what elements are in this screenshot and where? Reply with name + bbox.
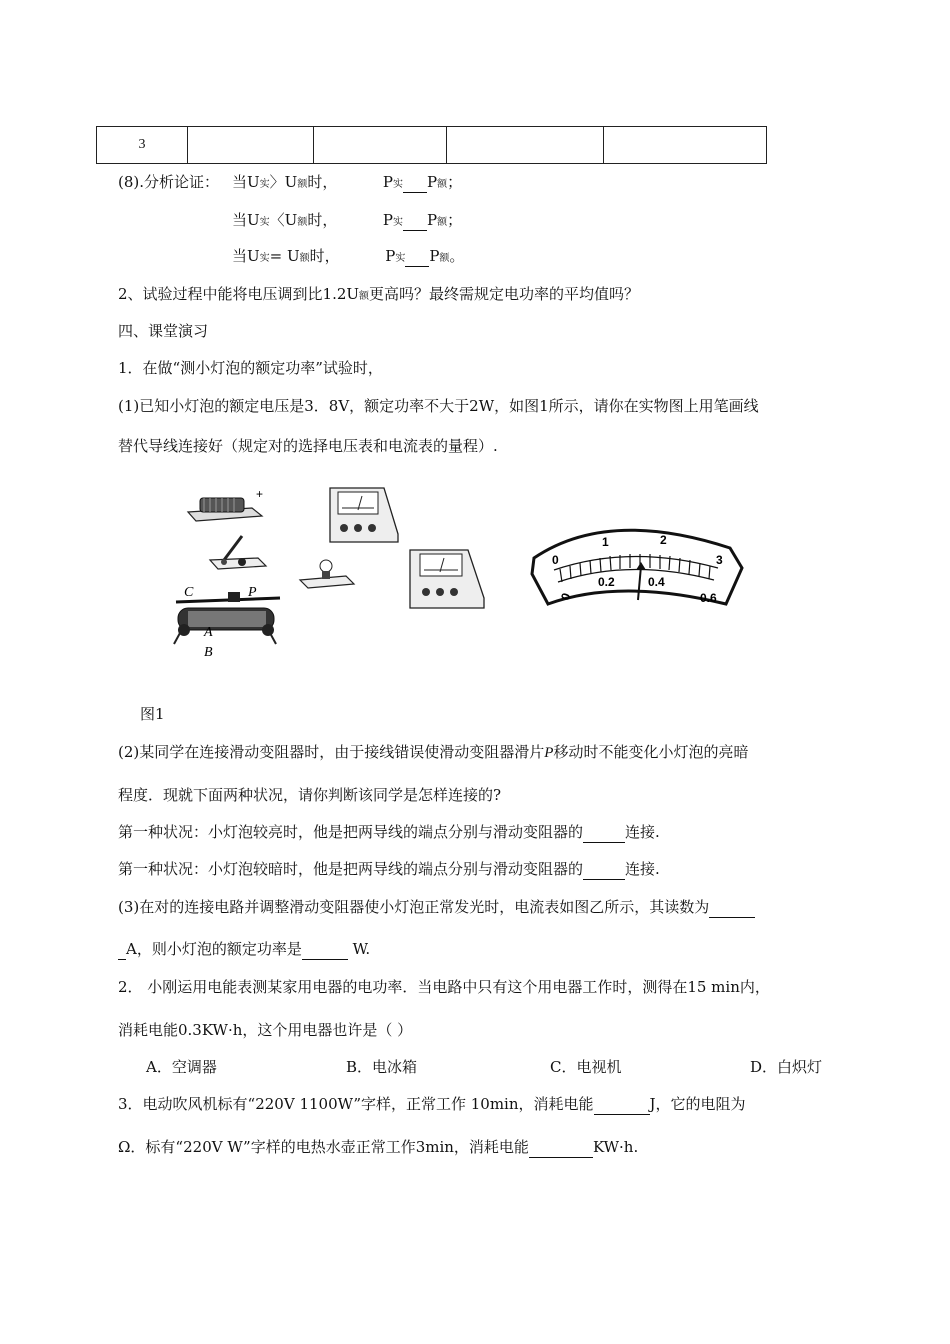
answer-blank[interactable] [709, 897, 755, 918]
subscript: 实 [259, 217, 270, 228]
question-text: Ω．标有“220V W”字样的电热水壶正常工作3min，消耗电能 [118, 1138, 529, 1156]
svg-text:+: + [256, 487, 264, 501]
dial-bottom-label: 0.4 [648, 575, 665, 589]
problem-1-part3-line2 [118, 939, 370, 960]
answer-blank[interactable] [529, 1137, 593, 1158]
question-text: J，它的电阻为 [649, 1095, 746, 1113]
question-text: 第一种状况：小灯泡较亮时，他是把两导线的端点分别与滑动变阻器的 [118, 823, 584, 841]
dial-top-label: 2 [660, 533, 667, 547]
answer-blank[interactable] [403, 210, 427, 231]
analysis-row-3 [232, 246, 464, 269]
lamp-icon [300, 560, 354, 588]
subscript: 额 [297, 217, 308, 228]
question-text: 移动时不能变化小灯泡的亮暗 [553, 743, 749, 761]
question-text: W. [352, 940, 371, 958]
problem-3-line1 [118, 1094, 746, 1115]
table-cell-row-number: 3 [97, 127, 188, 164]
problem-1-part1-line1: (1)已知小灯泡的额定电压是3．8V，额定功率不大于2W，如图1所示，请你在实物图上用笔画线 [118, 397, 759, 415]
question-text: 第一种状况：小灯泡较暗时，他是把两导线的端点分别与滑动变阻器的 [118, 860, 584, 878]
subscript: 实 [395, 253, 406, 264]
analysis-heading: (8).分析论证： [118, 173, 220, 191]
answer-blank[interactable] [118, 939, 126, 960]
problem-3-line2 [118, 1137, 638, 1158]
analysis-text: 当U [232, 247, 260, 265]
data-table [96, 126, 767, 164]
answer-blank[interactable] [302, 939, 348, 960]
analysis-text: = U [269, 247, 300, 265]
voltmeter-icon [330, 488, 398, 542]
subscript: 额 [299, 253, 310, 264]
question-text: A，则小灯泡的额定功率是 [126, 940, 302, 958]
table-cell [314, 127, 447, 164]
analysis-row-1 [232, 172, 462, 195]
analysis-text: ； [447, 211, 463, 229]
dial-bottom-label: 0.2 [598, 575, 615, 589]
answer-blank[interactable] [403, 172, 427, 193]
question-2 [118, 284, 639, 307]
problem-1-part2-line2: 程度．现就下面两种状况，请你判断该同学是怎样连接的? [118, 786, 502, 804]
switch-icon [210, 536, 266, 569]
analysis-text: P [426, 173, 438, 191]
option-c: C．电视机 [550, 1058, 622, 1076]
analysis-text: 时， [309, 247, 340, 265]
subscript: 额 [437, 179, 448, 190]
label-a: A [204, 625, 213, 640]
analysis-text: P [385, 247, 396, 265]
question-text: 连接. [625, 823, 660, 841]
case-1 [118, 822, 660, 843]
label-b: B [204, 645, 213, 660]
subscript: 额 [437, 217, 448, 228]
analysis-text: P [429, 247, 440, 265]
question-text: 连接. [625, 860, 660, 878]
analysis-text: 。 [449, 247, 465, 265]
question-text: 2、试验过程中能将电压调到比1.2U [118, 285, 360, 303]
analysis-text: P [426, 211, 438, 229]
analysis-row-2 [232, 210, 462, 233]
ammeter-dial [532, 530, 742, 605]
problem-2-line1: 2． 小刚运用电能表测某家用电器的电功率．当电路中只有这个用电器工作时，测得在15 min内， [118, 978, 770, 996]
table-cell [188, 127, 314, 164]
subscript: 实 [259, 253, 270, 264]
problem-1-part2-line1 [118, 742, 748, 763]
answer-blank[interactable] [405, 246, 429, 267]
analysis-text: 时， [307, 211, 338, 229]
table-cell [604, 127, 767, 164]
problem-1-part3-line1 [118, 897, 755, 918]
question-text: 更高吗？最终需规定电功率的平均值吗？ [369, 285, 640, 303]
figure-1-apparatus [170, 478, 770, 668]
analysis-text: P [382, 211, 393, 229]
analysis-text: 当U [232, 211, 260, 229]
analysis-text: 〉U [269, 173, 298, 191]
section-heading: 四、课堂演习 [118, 322, 209, 340]
analysis-text: 当U [232, 173, 260, 191]
table-row [97, 127, 767, 164]
dial-top-label: 1 [602, 535, 609, 549]
answer-blank[interactable] [583, 859, 625, 880]
subscript: 实 [259, 179, 270, 190]
figure-caption: 图1 [140, 705, 165, 723]
analysis-text: 时， [307, 173, 338, 191]
subscript: 额 [439, 253, 450, 264]
subscript: 实 [392, 217, 403, 228]
dial-bottom-label: 0 [558, 591, 574, 603]
subscript: 额 [297, 179, 308, 190]
case-2 [118, 859, 660, 880]
subscript: 实 [392, 179, 403, 190]
question-text: 3．电动吹风机标有“220V 1100W”字样，正常工作 10min，消耗电能 [118, 1095, 594, 1113]
problem-2-line2: 消耗电能0.3KW·h，这个用电器也许是（ ） [118, 1021, 413, 1039]
ammeter-icon [410, 550, 484, 608]
analysis-text: P [382, 173, 393, 191]
answer-blank[interactable] [583, 822, 625, 843]
option-d: D．白炽灯 [750, 1058, 823, 1076]
label-p: P [248, 585, 257, 600]
dial-bottom-label: 0.6 [700, 591, 717, 605]
analysis-text: 〈U [269, 211, 298, 229]
battery-icon [188, 487, 263, 521]
question-text: (2)某同学在连接滑动变阻器时，由于接线错误使滑动变阻器滑片 [118, 743, 545, 761]
option-a: A．空调器 [146, 1058, 217, 1076]
problem-1-part1-line2: 替代导线连接好（规定对的选择电压表和电流表的量程）. [118, 437, 498, 455]
analysis-text: ； [447, 173, 463, 191]
dial-top-label: 3 [716, 553, 723, 567]
subscript: 额 [359, 291, 370, 302]
italic-p: P [544, 745, 554, 761]
label-c: C [184, 585, 194, 600]
answer-blank[interactable] [594, 1094, 650, 1115]
table-cell [447, 127, 604, 164]
question-text: (3)在对的连接电路并调整滑动变阻器使小灯泡正常发光时，电流表如图乙所示，其读数为 [118, 898, 710, 916]
dial-top-label: 0 [552, 553, 559, 567]
problem-1-intro: 1．在做“测小灯泡的额定功率”试验时， [118, 359, 383, 377]
question-text: KW·h. [592, 1138, 639, 1156]
option-b: B．电冰箱 [346, 1058, 418, 1076]
